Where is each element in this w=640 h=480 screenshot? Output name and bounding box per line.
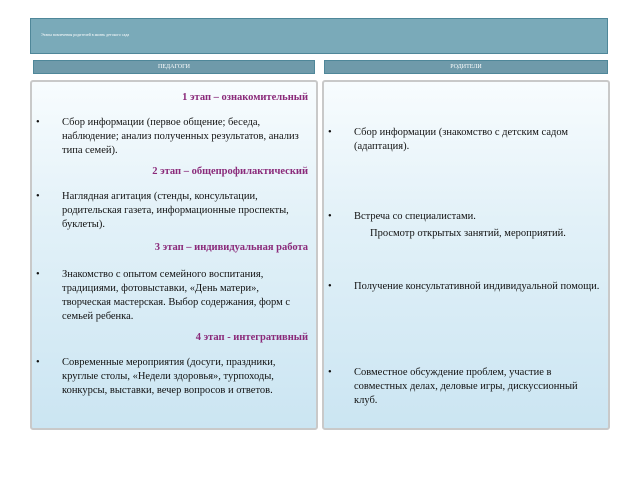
bullet-icon: •	[36, 357, 40, 368]
parents-item-1: Сбор информации (знакомство с детским садом (адаптация).	[354, 127, 569, 152]
stage-1-text: Сбор информации (первое общение; беседа, наблюдение; анализ полученных результатов, анализ типа семей).	[62, 117, 299, 156]
stage-3-heading: 3 этап – индивидуальная работа	[154, 242, 308, 253]
bullet-icon: •	[36, 269, 40, 280]
parents-item-4: Совместное обсуждение проблем, участие в совместных делах, деловые игры, дискуссионный клуб.	[354, 367, 578, 406]
bullet-icon: •	[328, 367, 332, 378]
bullet-icon: •	[328, 281, 332, 292]
header-parents: РОДИТЕЛИ	[324, 60, 608, 74]
parents-panel	[322, 80, 610, 430]
bullet-icon: •	[328, 127, 332, 138]
stage-3-text: Знакомство с опытом семейного воспитания, традициями, фотовыставки, «День матери», творческая мастерская. Выбор содержания, форм с семьей ребенка.	[62, 269, 291, 322]
bullet-icon: •	[36, 117, 40, 128]
stage-2-heading: 2 этап – общепрофилактический	[152, 166, 308, 177]
stage-4-text: Современные мероприятия (досуги, праздники, круглые столы, «Недели здоровья», турпоходы, конкурсы, выставки, вечер вопросов и ответов.	[62, 357, 276, 396]
bullet-icon: •	[36, 191, 40, 202]
stage-2-text: Наглядная агитация (стенды, консультации, родительская газета, информационные проспекты, буклеты).	[62, 191, 289, 230]
teachers-panel	[30, 80, 318, 430]
header-teachers: ПЕДАГОГИ	[33, 60, 315, 74]
slide-title: Этапы вовлечения родителей в жизнь детского сада	[41, 32, 130, 37]
title-banner	[30, 18, 608, 54]
bullet-icon: •	[328, 211, 332, 222]
stage-4-heading: 4 этап - интегративный	[195, 332, 308, 343]
stage-1-heading: 1 этап – ознакомительный	[182, 92, 308, 103]
parents-item-2: Встреча со специалистами.	[354, 211, 476, 222]
parents-sub-text: Просмотр открытых занятий, мероприятий.	[370, 228, 566, 239]
parents-item-3: Получение консультативной индивидуальной помощи.	[354, 281, 600, 292]
